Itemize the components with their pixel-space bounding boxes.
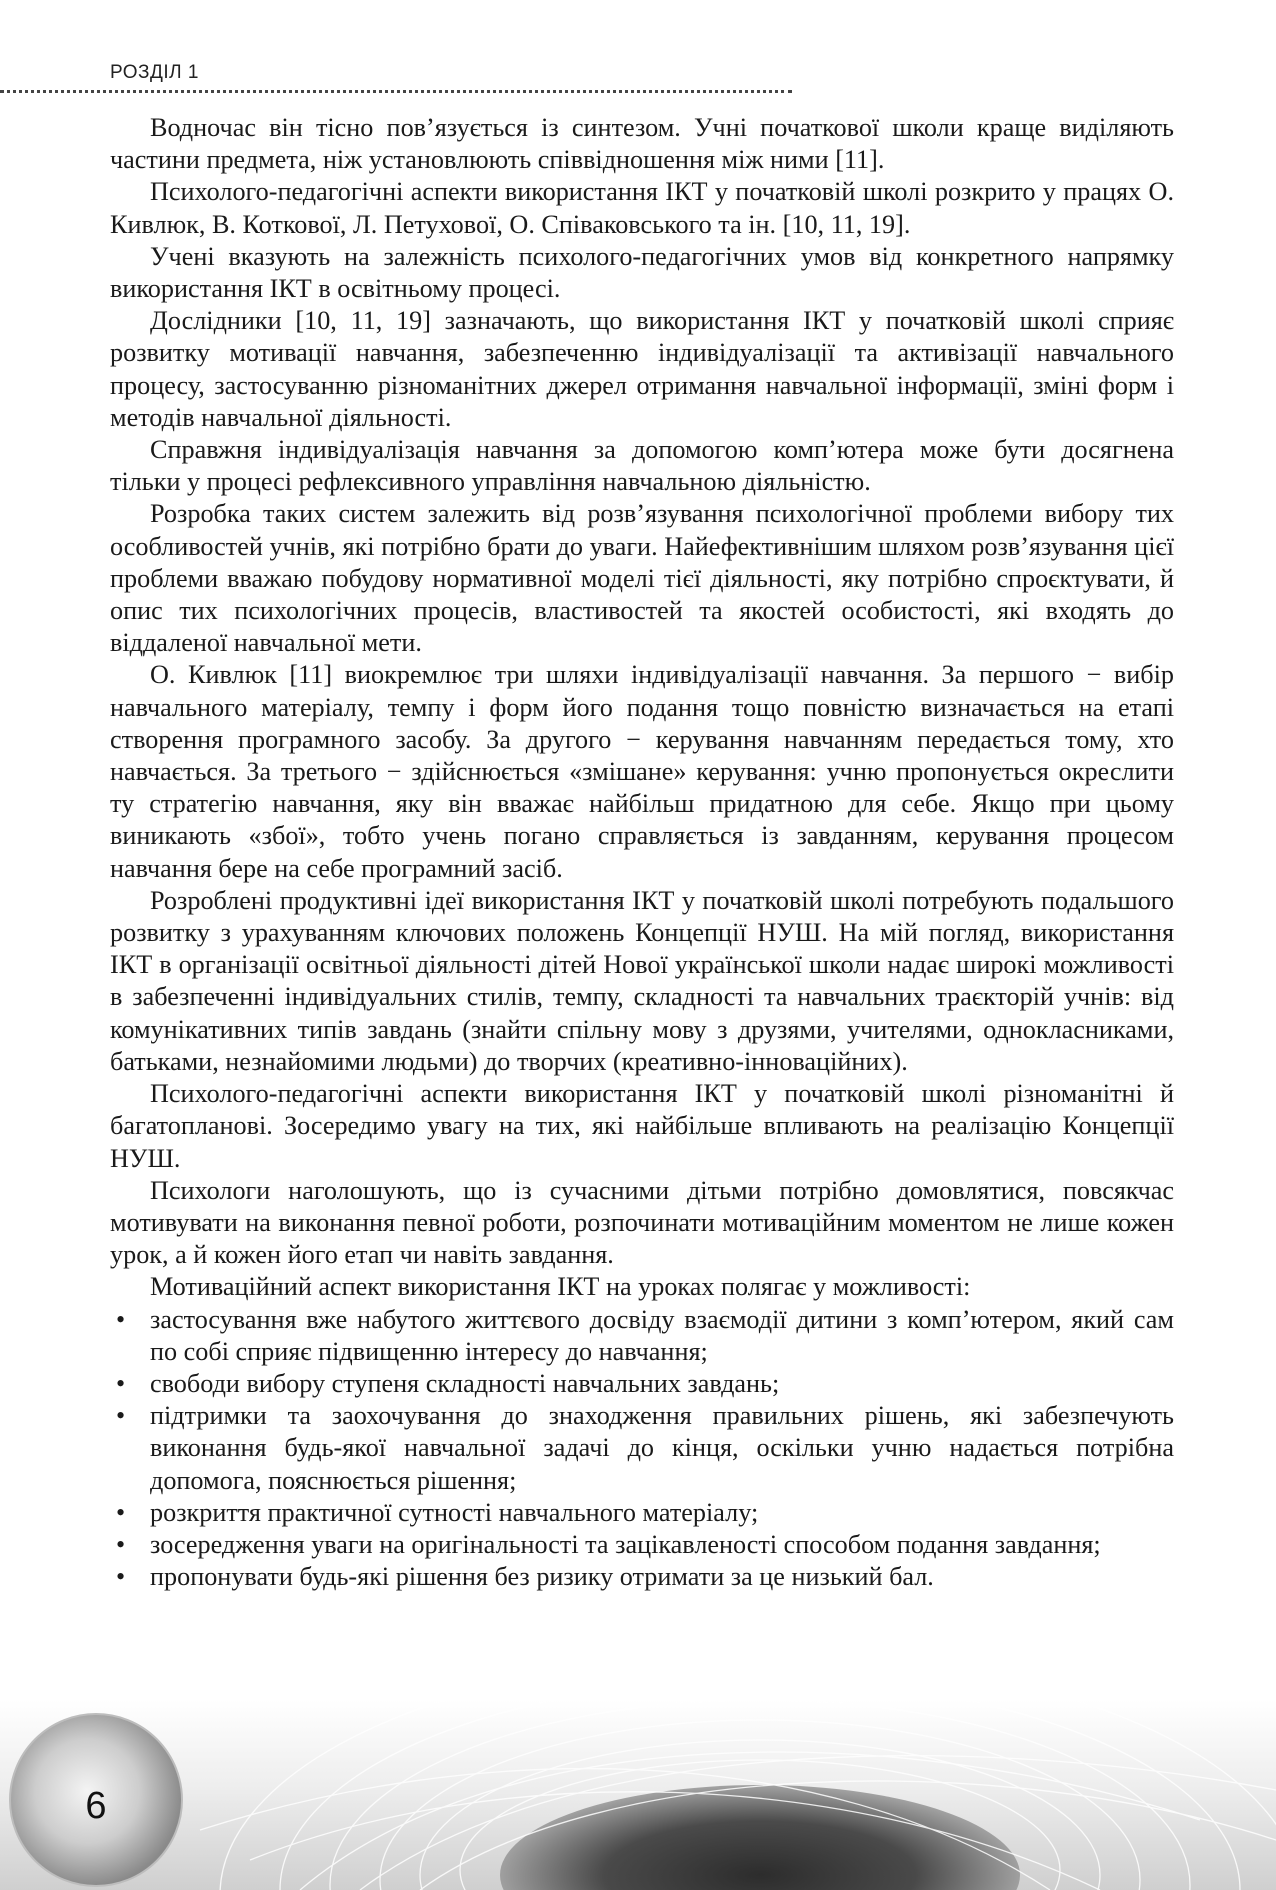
- list-item-text: застосування вже набутого життєвого досвіду взаємодії дитини з комп’ютером, який сам по собі сприяє підвищенню інтересу до навчання;: [150, 1304, 1174, 1366]
- list-item: [110, 1561, 1174, 1593]
- paragraph: Розробка таких систем залежить від розв’язування психологічної проблеми вибору тих особливостей учнів, які потрібно брати до уваги. Найефективнішим шляхом розв’язування цієї проблеми вважаю побудову нормативної моделі тієї діяльності, яку потрібно спроєктувати, й опис тих психологічних процесів, властивостей та якостей особистості, які входять до віддаленої навчальної мети.: [110, 499, 1174, 658]
- list-item: [110, 1497, 1174, 1529]
- section-label: РОЗДІЛ 1: [110, 62, 199, 83]
- list-item-text: свободи вибору ступеня складності навчальних завдань;: [150, 1368, 780, 1398]
- list-item: [110, 1304, 1174, 1368]
- list-item: [110, 1368, 1174, 1400]
- paragraph: Психолого-педагогічні аспекти використання ІКТ у початковій школі розкрито у працях О. Кивлюк, В. Коткової, Л. Петухової, О. Співаковського та ін. [10, 11, 19].: [110, 177, 1174, 239]
- list-item: [110, 1529, 1174, 1561]
- paragraph: Психолого-педагогічні аспекти використання ІКТ у початковій школі різноманітні й багатопланові. Зосередимо увагу на тих, які найбільше впливають на реалізацію Концепції НУШ.: [110, 1079, 1174, 1173]
- header-dotted-rule: [0, 90, 792, 93]
- paragraph: О. Кивлюк [11] виокремлює три шляхи індивідуалізації навчання. За першого − вибір навчального матеріалу, темпу і форм його подання тощо повністю визначається на етапі створення програмного засобу. За другого − керування навчанням передається тому, хто навчається. За третього − здійснюється «змішане» керування: учню пропонується окреслити ту стратегію навчання, яку він вважає найбільш придатною для себе. Якщо при цьому виникають «збої», тобто учень погано справляється із завданням, керування процесом навчання бере на себе програмний засіб.: [110, 660, 1174, 883]
- list-item: [110, 1400, 1174, 1497]
- paragraph: Мотиваційний аспект використання ІКТ на уроках полягає у можливості:: [150, 1272, 971, 1302]
- list-item-text: розкриття практичної сутності навчального матеріалу;: [150, 1497, 759, 1527]
- paragraph: Водночас він тісно пов’язується із синтезом. Учні початкової школи краще виділяють частини предмета, ніж установлюють співвідношення між ними [11].: [110, 113, 1174, 175]
- bullet-icon: •: [116, 1497, 126, 1527]
- paragraph: Учені вказують на залежність психолого-педагогічних умов від конкретного напрямку використання ІКТ в освітньому процесі.: [110, 241, 1174, 304]
- bullet-icon: •: [116, 1529, 126, 1559]
- bullet-icon: •: [116, 1562, 126, 1592]
- bullet-icon: •: [116, 1368, 126, 1398]
- page-number: 6: [85, 1785, 107, 1827]
- list-item-text: підтримки та заохочування до знаходження правильних рішень, які забезпечують виконання будь-якої навчальної задачі до кінця, оскільки учню надається потрібна допомога, пояснюється рішення;: [150, 1401, 1174, 1495]
- bullet-icon: •: [116, 1304, 126, 1334]
- paragraph: Розроблені продуктивні ідеї використання ІКТ у початковій школі потребують подальшого розвитку з урахуванням ключових положень Концепції НУШ. На мій погляд, використання ІКТ в організації освітньої діяльності дітей Нової української школи надає широкі можливості в забезпеченні індивідуальних стилів, темпу, складності та навчальних траєкторій учнів: від комунікативних типів завдань (знайти спільну мову з друзями, учителями, однокласниками, батьками, незнайомими людьми) до творчих (креативно-інноваційних).: [110, 885, 1174, 1076]
- footer-decoration: [0, 1700, 1276, 1890]
- list-item-text: пропонувати будь-які рішення без ризику отримати за це низький бал.: [150, 1562, 934, 1592]
- list-item-text: зосередження уваги на оригінальності та зацікавленості способом подання завдання;: [150, 1529, 1101, 1559]
- bullet-list: [110, 1304, 1174, 1594]
- paragraph: Справжня індивідуалізація навчання за допомогою комп’ютера може бути досягнена тільки у процесі рефлексивного управління навчальною діяльністю.: [110, 435, 1174, 497]
- main-text: [110, 112, 1174, 1593]
- bullet-icon: •: [116, 1401, 126, 1431]
- paragraph: Дослідники [10, 11, 19] зазначають, що використання ІКТ у початковій школі сприяє розвитку мотивації навчання, забезпеченню індивідуалізації та активізації навчального процесу, застосуванню різноманітних джерел отримання навчальної інформації, зміні форм і методів навчальної діяльності.: [110, 306, 1174, 432]
- paragraph: Психологи наголошують, що із сучасними дітьми потрібно домовлятися, повсякчас мотивувати на виконання певної роботи, розпочинати мотиваційним моментом не лише кожен урок, а й кожен його етап чи навіть завдання.: [110, 1175, 1174, 1270]
